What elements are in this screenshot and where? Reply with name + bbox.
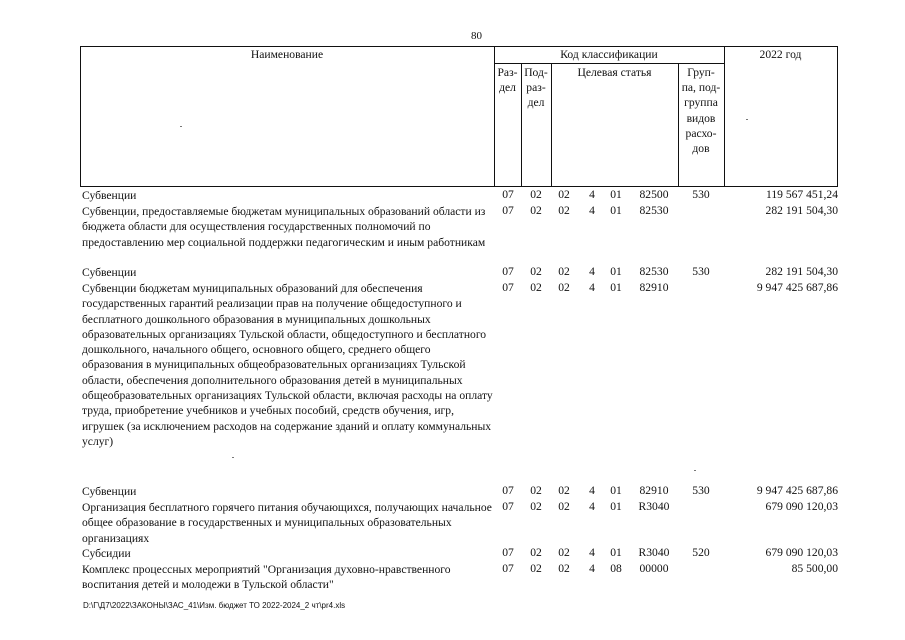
cell-group: 530 [692,484,710,497]
header-divider-left [80,46,81,187]
cell-target-4: 82500 [639,188,669,201]
cell-target-3: 01 [610,500,622,513]
header-group: Груп- па, под- группа видов расхо- дов [681,66,721,156]
cell-target-4: 82530 [639,204,669,217]
cell-target-4: 82910 [639,484,669,497]
cell-amount: 282 191 504,30 [765,265,838,278]
cell-section: 07 [502,546,514,559]
cell-target-4: 82530 [639,265,669,278]
cell-amount: 282 191 504,30 [765,204,838,217]
cell-section: 07 [502,500,514,513]
cell-subsection: 02 [530,265,542,278]
scan-speck [694,470,696,471]
header-name: Наименование [250,48,324,61]
cell-subsection: 02 [530,562,542,575]
cell-target-3: 01 [610,188,622,201]
row-name: Комплекс процессных мероприятий "Организация духовно-нравственного воспитания детей и молодежи в Тульской области" [82,563,451,592]
cell-section: 07 [502,484,514,497]
cell-target-3: 01 [610,281,622,294]
cell-target-2: 4 [589,484,595,497]
scan-speck [180,126,182,127]
cell-subsection: 02 [530,188,542,201]
cell-target-2: 4 [589,188,595,201]
row-name: Субвенции [82,485,137,498]
cell-target-1: 02 [558,188,570,201]
cell-group: 520 [692,546,710,559]
row-name: Субвенции бюджетам муниципальных образований для обеспечения государственных гарантий реализации прав на получение общедоступного и бесплатного дошкольного образования в муниципальных дошкольных образовательных организациях Тульской области, общедоступного и бесплатного дошкольного, начального общего, основного общего, среднего общего образования в муниципальных общеобразовательных организациях Тульской области, обеспечения дополнительного образования детей в муниципальных общеобразовательных организациях Тульской области, включая расходы на оплату труда, приобретение учебников и учебных пособий, средств обучения, игр, игрушек (за исключением расходов на содержание зданий и оплату коммунальных услуг) [82,282,493,448]
cell-amount: 9 947 425 687,86 [756,281,838,294]
cell-target-1: 02 [558,546,570,559]
row-name: Субвенции, предоставляемые бюджетам муниципальных образований области из бюджета области для осуществления государственных полномочий по предоставлению мер социальной поддержки педагогическим и иным работникам [82,205,486,249]
cell-section: 07 [502,562,514,575]
cell-target-1: 02 [558,500,570,513]
cell-amount: 85 500,00 [791,562,838,575]
cell-target-1: 02 [558,281,570,294]
cell-amount: 9 947 425 687,86 [756,484,838,497]
cell-subsection: 02 [530,281,542,294]
cell-target-4: 00000 [639,562,669,575]
cell-target-3: 01 [610,546,622,559]
cell-target-4: R3040 [638,546,670,559]
row-name: Организация бесплатного горячего питания обучающихся, получающих начальное общее образование в государственных и муниципальных образовательных организациях [82,501,492,545]
header-target: Целевая статья [577,66,652,79]
header-year: 2022 год [759,48,802,61]
cell-target-2: 4 [589,265,595,278]
header-code: Код классификации [560,48,658,61]
cell-amount: 679 090 120,03 [765,546,838,559]
cell-target-2: 4 [589,546,595,559]
cell-target-1: 02 [558,484,570,497]
cell-target-3: 01 [610,484,622,497]
row-name: Субвенции [82,266,137,279]
cell-target-3: 08 [610,562,622,575]
cell-target-4: 82910 [639,281,669,294]
cell-section: 07 [502,188,514,201]
header-section: Раз- дел [497,66,518,95]
cell-subsection: 02 [530,546,542,559]
cell-target-2: 4 [589,204,595,217]
cell-target-2: 4 [589,562,595,575]
cell-target-4: R3040 [638,500,670,513]
cell-subsection: 02 [530,500,542,513]
cell-subsection: 02 [530,484,542,497]
header-divider-subsection [551,63,552,187]
header-divider-right [837,46,838,187]
row-name: Субсидии [82,547,131,560]
cell-target-2: 4 [589,500,595,513]
scan-speck [746,119,748,120]
cell-group: 530 [692,265,710,278]
cell-amount: 119 567 451,24 [765,188,838,201]
cell-subsection: 02 [530,204,542,217]
cell-target-1: 02 [558,265,570,278]
code-group-border [494,63,724,64]
cell-target-1: 02 [558,562,570,575]
page-number: 80 [471,30,482,42]
cell-target-3: 01 [610,204,622,217]
row-name: Субвенции [82,189,137,202]
cell-section: 07 [502,281,514,294]
cell-amount: 679 090 120,03 [765,500,838,513]
cell-group: 530 [692,188,710,201]
cell-section: 07 [502,265,514,278]
file-path-footer: D:\Г\Д7\2022\ЗАКОНЫ\ЗАС_41\Изм. бюджет ТО 2022-2024_2 чт\pr4.xls [83,601,346,610]
cell-target-2: 4 [589,281,595,294]
cell-section: 07 [502,204,514,217]
scan-speck [232,457,234,458]
header-divider-group [724,46,725,187]
header-subsection: Под- раз- дел [524,66,548,110]
cell-target-1: 02 [558,204,570,217]
cell-target-3: 01 [610,265,622,278]
